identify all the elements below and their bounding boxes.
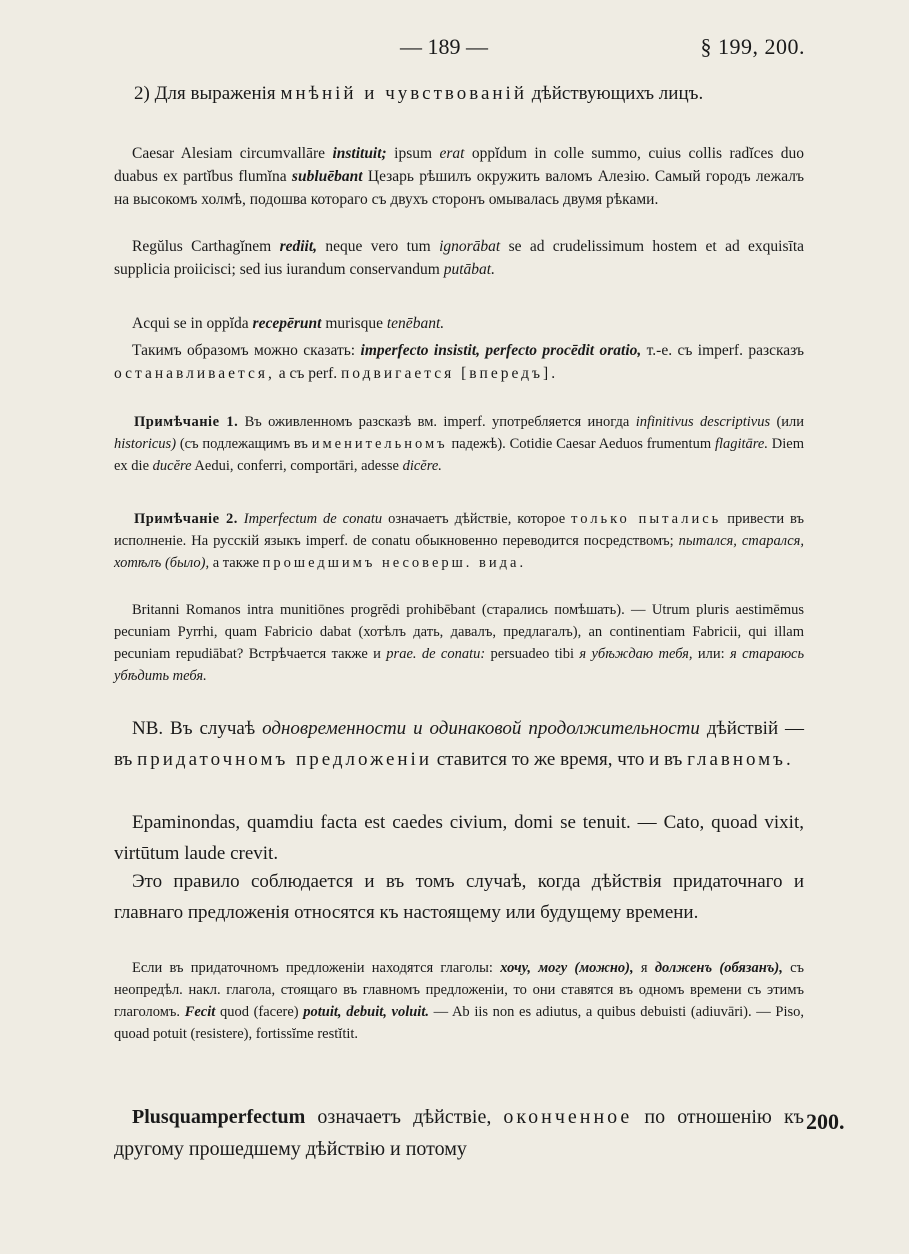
rule-imperfect-perfect: Такимъ образомъ можно сказать: imperfecto insistit, perfecto procēdit oratio, т.-е. съ imperf. разсказъ останавливается, а съ perf. подвигается [впередъ].	[114, 342, 805, 382]
note-2-label: Примѣчаніе 2.	[134, 511, 238, 527]
rule-present-future: Это правило соблюдается и въ томъ случаѣ, когда дѣйствія придаточнаго и главнаго предложенія относятся къ настоящему или будущему времени.	[114, 871, 804, 923]
nb-note: NB. Въ случаѣ одновременности и одинаковой продолжительности дѣйствій — въ придаточномъ предложеніи ставится то же время, что и въ главномъ.	[114, 718, 805, 770]
note-1: Примѣчаніе 1. Въ оживленномъ разсказѣ вм. imperf. употребляется иногда infinitivus descriptivus (или historicus) (съ подлежащимъ въ именительномъ падежѣ). Cotidie Caesar Aeduos frumentum flagitāre. Diem ex die ducĕre Aedui, conferri, comportāri, adesse dicĕre.	[114, 414, 805, 474]
note-1-label: Примѣчаніе 1.	[134, 414, 239, 430]
example-acqui: Acqui se in oppĭda recepērunt murisque tenēbant.	[132, 315, 445, 332]
note-2: Примѣчаніе 2. Imperfectum de conatu означаетъ дѣйствіе, которое только пытались привести въ исполненіе. На русскій языкъ imperf. de conatu обыкновенно переводится посредствомъ; пытался, старался, хотѣлъ (было), а также прошедшимъ несоверш. вида.	[114, 511, 805, 571]
page-header	[0, 34, 909, 64]
page-number: — 189 —	[400, 34, 488, 59]
paragraph-point-2: 2) Для выраженія мнѣній и чувствованій дѣйствующихъ лицъ.	[134, 83, 704, 104]
margin-section-number: 200.	[806, 1109, 845, 1134]
example-caesar: Caesar Alesiam circumvallāre instituit; ipsum erat oppĭdum in colle summo, cuius collis radĭces duo duabus ex partĭbus flumĭna subluēbant Цезарь рѣшилъ окружить валомъ Алезію. Самый городъ лежалъ на высокомъ холмѣ, подошва котораго съ двухъ сторонъ омывалась двумя рѣками.	[114, 145, 805, 208]
example-britanni: Britanni Romanos intra munitiōnes progrĕdi prohibēbant (старались помѣшать). — Utrum pluris aestimēmus pecuniam Pyrrhi, quam Fabricio dabat (хотѣлъ дать, давалъ, предлагалъ), an continentiam Fabricii, qui illam pecuniam repudiābat? Встрѣчается также и prae. de conatu: persuadeo tibi я убѣждаю тебя, или: я стараюсь убѣдить тебя.	[114, 602, 805, 684]
section-reference: § 199, 200.	[700, 34, 805, 59]
example-epaminondas: Epaminondas, quamdiu facta est caedes civium, domi se tenuit. — Cato, quoad vixit, virtūtum laude crevit.	[114, 812, 804, 864]
example-regulus: Regŭlus Carthagĭnem rediit, neque vero tum ignorābat se ad crudelissimum hostem et ad exquisīta supplicia proiicisci; sed ius iurandum conservandum putābat.	[114, 238, 804, 278]
plusquamperfectum-paragraph: Plusquamperfectum означаетъ дѣйствіе, оконченное по отношенію къ другому прошедшему дѣйствію и потому	[114, 1106, 804, 1160]
note-modal-verbs: Если въ придаточномъ предложеніи находятся глаголы: хочу, могу (можно), я долженъ (обязанъ), съ неопредѣл. накл. глагола, стоящаго въ главномъ предложеніи, то они ставятся въ одномъ времени съ этимъ глаголомъ. Fecit quod (facere) potuit, debuit, voluit. — Ab iis non es adiutus, a quibus debuisti (adiuvāri). — Piso, quoad potuit (resistere), fortissĭme restĭtit.	[114, 960, 805, 1042]
